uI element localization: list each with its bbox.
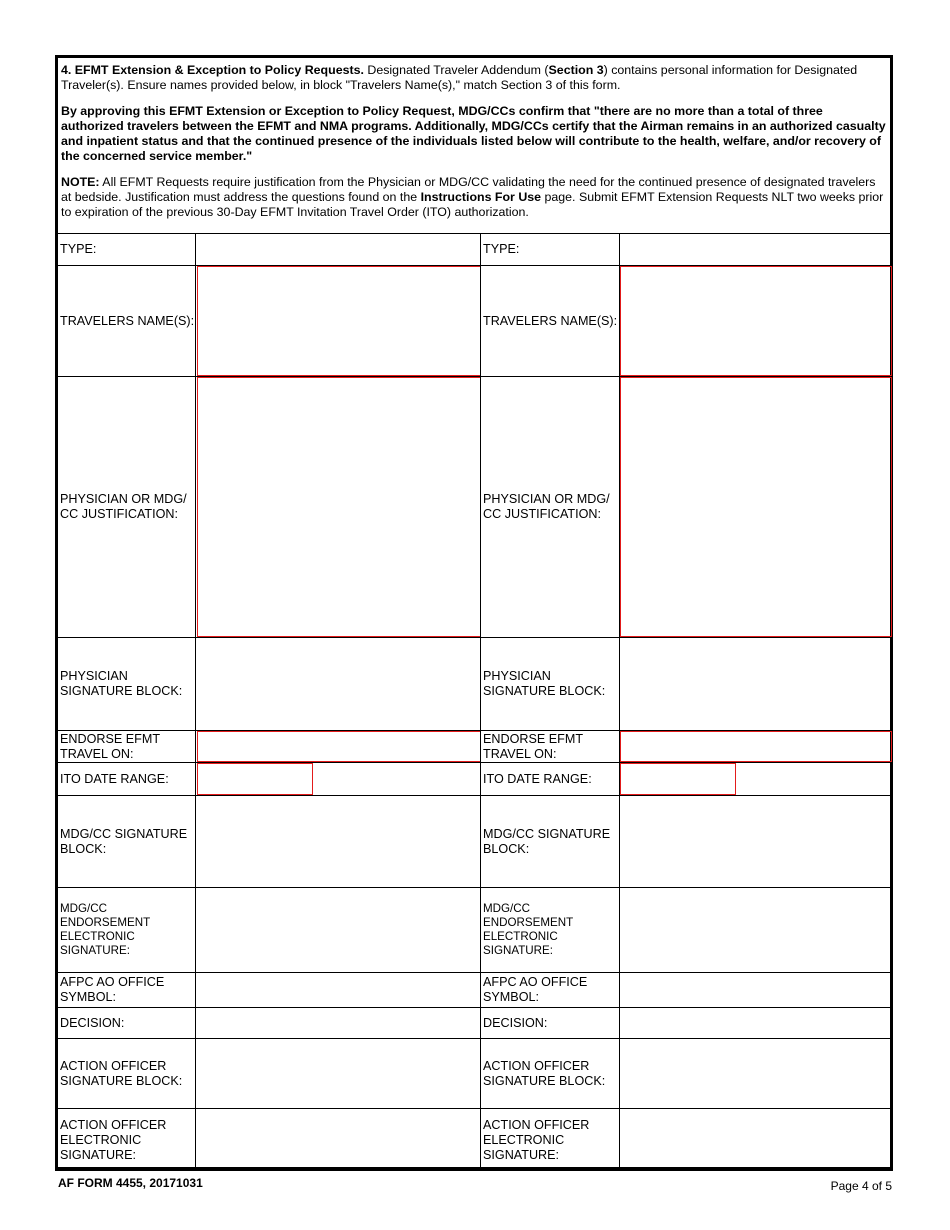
field-decision-right[interactable] [620,1008,892,1038]
label-justification-right: PHYSICIAN OR MDG/ CC JUSTIFICATION: [483,492,610,521]
label-physician-signature-left: PHYSICIAN SIGNATURE BLOCK: [60,669,183,698]
row-mdg-signature [58,796,890,888]
label-travelers-right: TRAVELERS NAME(S): [483,313,618,328]
label-afpc-right: AFPC AO OFFICE SYMBOL: [483,975,588,1004]
page-number: Page 4 of 5 [830,1179,892,1193]
label-ao-esignature-left: ACTION OFFICER ELECTRONIC SIGNATURE: [60,1117,167,1162]
label-mdg-esignature-right: MDG/CC ENDORSEMENT ELECTRONIC SIGNATURE: [483,902,574,957]
row-ao-esignature [58,1109,890,1171]
field-ao-esignature-left[interactable] [197,1109,481,1171]
label-justification-left: PHYSICIAN OR MDG/ CC JUSTIFICATION: [60,492,187,521]
label-physician-signature-right: PHYSICIAN SIGNATURE BLOCK: [483,669,606,698]
field-justification-right[interactable] [620,377,892,637]
paragraph-section-4: 4. EFMT Extension & Exception to Policy Requests. Designated Traveler Addendum (Section 3) contains personal information for Designated Traveler(s). Ensure names provided below, in block "Travelers Name(s)," match Section 3 of this form. [61,63,858,92]
label-ito-left: ITO DATE RANGE: [60,771,169,786]
field-travelers-right[interactable] [620,266,892,376]
paragraph-certification: By approving this EFMT Extension or Exception to Policy Request, MDG/CCs confirm that "there are no more than a total of three authorized travelers between the EFMT and NMA programs. Additionally, MDG/CCs certify that the Airman remains in an authorized casualty and inpatient status and that the continued presence of the individuals listed below will contribute to the health, welfare, and/or recovery of the concerned service member." [61,104,886,163]
field-justification-left[interactable] [197,377,481,637]
field-afpc-right[interactable] [620,973,892,1007]
form-page [55,55,893,1171]
row-justification [58,377,890,638]
label-ao-esignature-right: ACTION OFFICER ELECTRONIC SIGNATURE: [483,1117,590,1162]
field-endorse-right[interactable] [620,731,892,762]
row-mdg-esignature [58,888,890,973]
row-travelers [58,266,890,377]
label-mdg-esignature-left: MDG/CC ENDORSEMENT ELECTRONIC SIGNATURE: [60,902,151,957]
field-physician-signature-left[interactable] [197,638,481,730]
field-ao-signature-left[interactable] [197,1039,481,1108]
field-ao-esignature-right[interactable] [620,1109,892,1171]
label-mdg-signature-right: MDG/CC SIGNATURE BLOCK: [483,826,611,856]
label-ito-right: ITO DATE RANGE: [483,771,592,786]
form-identifier: AF FORM 4455, 20171031 [58,1176,203,1190]
field-mdg-esignature-right[interactable] [620,888,892,972]
field-mdg-signature-left[interactable] [197,796,481,887]
row-afpc-office [58,973,890,1008]
label-travelers-left: TRAVELERS NAME(S): [60,313,195,328]
paragraph-note: NOTE: All EFMT Requests require justification from the Physician or MDG/CC validating the need for the continued presence of designated travelers at bedside. Justification must address the questions found on the Instructions For Use page. Submit EFMT Extension Requests NLT two weeks prior to expiration of the previous 30-Day EFMT Invitation Travel Order (ITO) authorization. [61,175,884,219]
label-endorse-right: ENDORSE EFMT TRAVEL ON: [483,731,584,761]
field-type-right[interactable] [620,234,892,265]
label-type-left: TYPE: [60,242,97,256]
field-mdg-signature-right[interactable] [620,796,892,887]
field-ito-date-left[interactable] [197,763,313,795]
label-ao-signature-right: ACTION OFFICER SIGNATURE BLOCK: [483,1058,606,1088]
row-decision [58,1008,890,1039]
row-type [58,234,890,266]
field-physician-signature-right[interactable] [620,638,892,730]
row-physician-signature [58,638,890,731]
row-ito-date-range [58,763,890,796]
field-decision-left[interactable] [197,1008,481,1038]
field-mdg-esignature-left[interactable] [197,888,481,972]
label-endorse-left: ENDORSE EFMT TRAVEL ON: [60,731,161,761]
label-mdg-signature-left: MDG/CC SIGNATURE BLOCK: [60,826,188,856]
field-travelers-left[interactable] [197,266,481,376]
row-ao-signature [58,1039,890,1109]
label-decision-right: DECISION: [483,1015,548,1030]
label-type-right: TYPE: [483,242,520,256]
field-ito-date-right[interactable] [620,763,736,795]
field-type-left[interactable] [197,234,481,265]
label-afpc-left: AFPC AO OFFICE SYMBOL: [60,975,165,1004]
section-heading: 4. EFMT Extension & Exception to Policy Requests. [61,63,364,77]
instructions-section [58,58,890,234]
label-ao-signature-left: ACTION OFFICER SIGNATURE BLOCK: [60,1058,183,1088]
field-afpc-left[interactable] [197,973,481,1007]
label-decision-left: DECISION: [60,1015,125,1030]
field-ao-signature-right[interactable] [620,1039,892,1108]
field-endorse-left[interactable] [197,731,481,762]
row-endorse [58,731,890,763]
